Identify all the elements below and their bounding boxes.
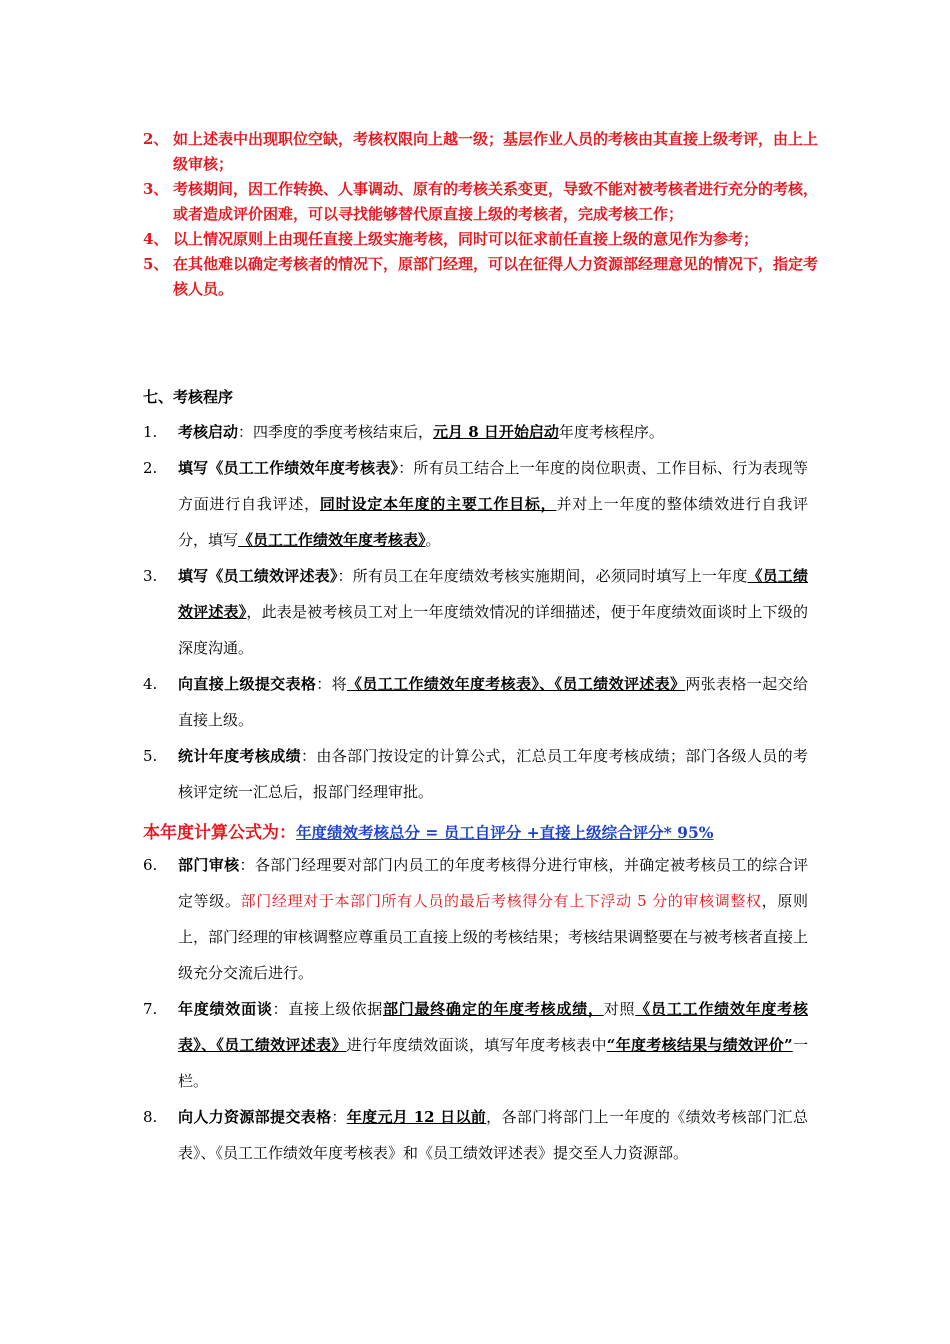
step-text: 年度绩效面谈：直接上级依据部门最终确定的年度考核成绩，对照《员工工作绩效年度考核表》、《员工绩效评述表》进行年度绩效面谈，填写年度考核表中“年度考核结果与绩效评价”一栏。 — [178, 1000, 808, 1090]
procedure-step-3 — [143, 558, 808, 666]
rule-item — [143, 177, 818, 227]
assessor-rules-list — [143, 127, 818, 302]
procedure-step-7 — [143, 991, 808, 1099]
rule-item — [143, 252, 818, 302]
procedure-step-8 — [143, 1099, 808, 1171]
procedure-step-1 — [143, 414, 808, 450]
step-text: 考核启动：四季度的季度考核结束后，元月 8 日开始启动年度考核程序。 — [178, 423, 664, 441]
step-text: 统计年度考核成绩：由各部门按设定的计算公式，汇总员工年度考核成绩；部门各级人员的考核评定统一汇总后，报部门经理审批。 — [178, 747, 808, 801]
formula-label: 本年度计算公式为： — [143, 823, 296, 843]
step-number: 6. — [143, 856, 158, 874]
step-number: 8. — [143, 1108, 158, 1126]
step-text: 向直接上级提交表格：将《员工工作绩效年度考核表》、《员工绩效评述表》两张表格一起交给直接上级。 — [178, 675, 808, 729]
annual-formula — [143, 818, 713, 843]
formula-value: 年度绩效考核总分 = 员工自评分 +直接上级综合评分* 95% — [296, 823, 714, 842]
rule-item — [143, 127, 818, 177]
procedure-step-5 — [143, 738, 808, 810]
rule-item — [143, 227, 818, 252]
step-number: 4. — [143, 675, 158, 693]
rule-number: 3、 — [143, 180, 169, 198]
rule-number: 2、 — [143, 130, 169, 148]
rule-text: 考核期间，因工作转换、人事调动、原有的考核关系变更，导致不能对被考核者进行充分的考核，或者造成评价困难，可以寻找能够替代原直接上级的考核者，完成考核工作； — [173, 180, 819, 223]
step-number: 3. — [143, 567, 158, 585]
rule-number: 4、 — [143, 230, 169, 248]
procedure-step-6 — [143, 847, 808, 991]
procedure-steps-part1 — [143, 414, 808, 810]
step-number: 5. — [143, 747, 158, 765]
step-number: 7. — [143, 1000, 158, 1018]
rule-number: 5、 — [143, 255, 169, 273]
procedure-steps-part2 — [143, 847, 808, 1171]
step-text: 向人力资源部提交表格：年度元月 12 日以前，各部门将部门上一年度的《绩效考核部门汇总表》、《员工工作绩效年度考核表》和《员工绩效评述表》提交至人力资源部。 — [178, 1108, 808, 1162]
step-number: 1. — [143, 423, 158, 441]
step-number: 2. — [143, 459, 158, 477]
rule-text: 如上述表中出现职位空缺，考核权限向上越一级；基层作业人员的考核由其直接上级考评，由上上级审核； — [173, 130, 819, 173]
procedure-step-4 — [143, 666, 808, 738]
rule-text: 以上情况原则上由现任直接上级实施考核，同时可以征求前任直接上级的意见作为参考； — [173, 230, 759, 248]
step-text: 部门审核：各部门经理要对部门内员工的年度考核得分进行审核，并确定被考核员工的综合评定等级。部门经理对于本部门所有人员的最后考核得分有上下浮动 5 分的审核调整权，原则上，部门经理的审核调整应尊重员工直接上级的考核结果；考核结果调整要在与被考核者直接上级充分交流后进行。 — [178, 856, 809, 982]
section-title: 七、考核程序 — [143, 388, 234, 406]
step-text: 填写《员工工作绩效年度考核表》：所有员工结合上一年度的岗位职责、工作目标、行为表现等方面进行自我评述，同时设定本年度的主要工作目标，并对上一年度的整体绩效进行自我评分，填写《员工工作绩效年度考核表》。 — [178, 459, 808, 549]
step-text: 填写《员工绩效评述表》：所有员工在年度绩效考核实施期间，必须同时填写上一年度《员工绩效评述表》，此表是被考核员工对上一年度绩效情况的详细描述，便于年度绩效面谈时上下级的深度沟通。 — [178, 567, 808, 657]
rule-text: 在其他难以确定考核者的情况下，原部门经理，可以在征得人力资源部经理意见的情况下，指定考核人员。 — [173, 255, 819, 298]
procedure-step-2 — [143, 450, 808, 558]
